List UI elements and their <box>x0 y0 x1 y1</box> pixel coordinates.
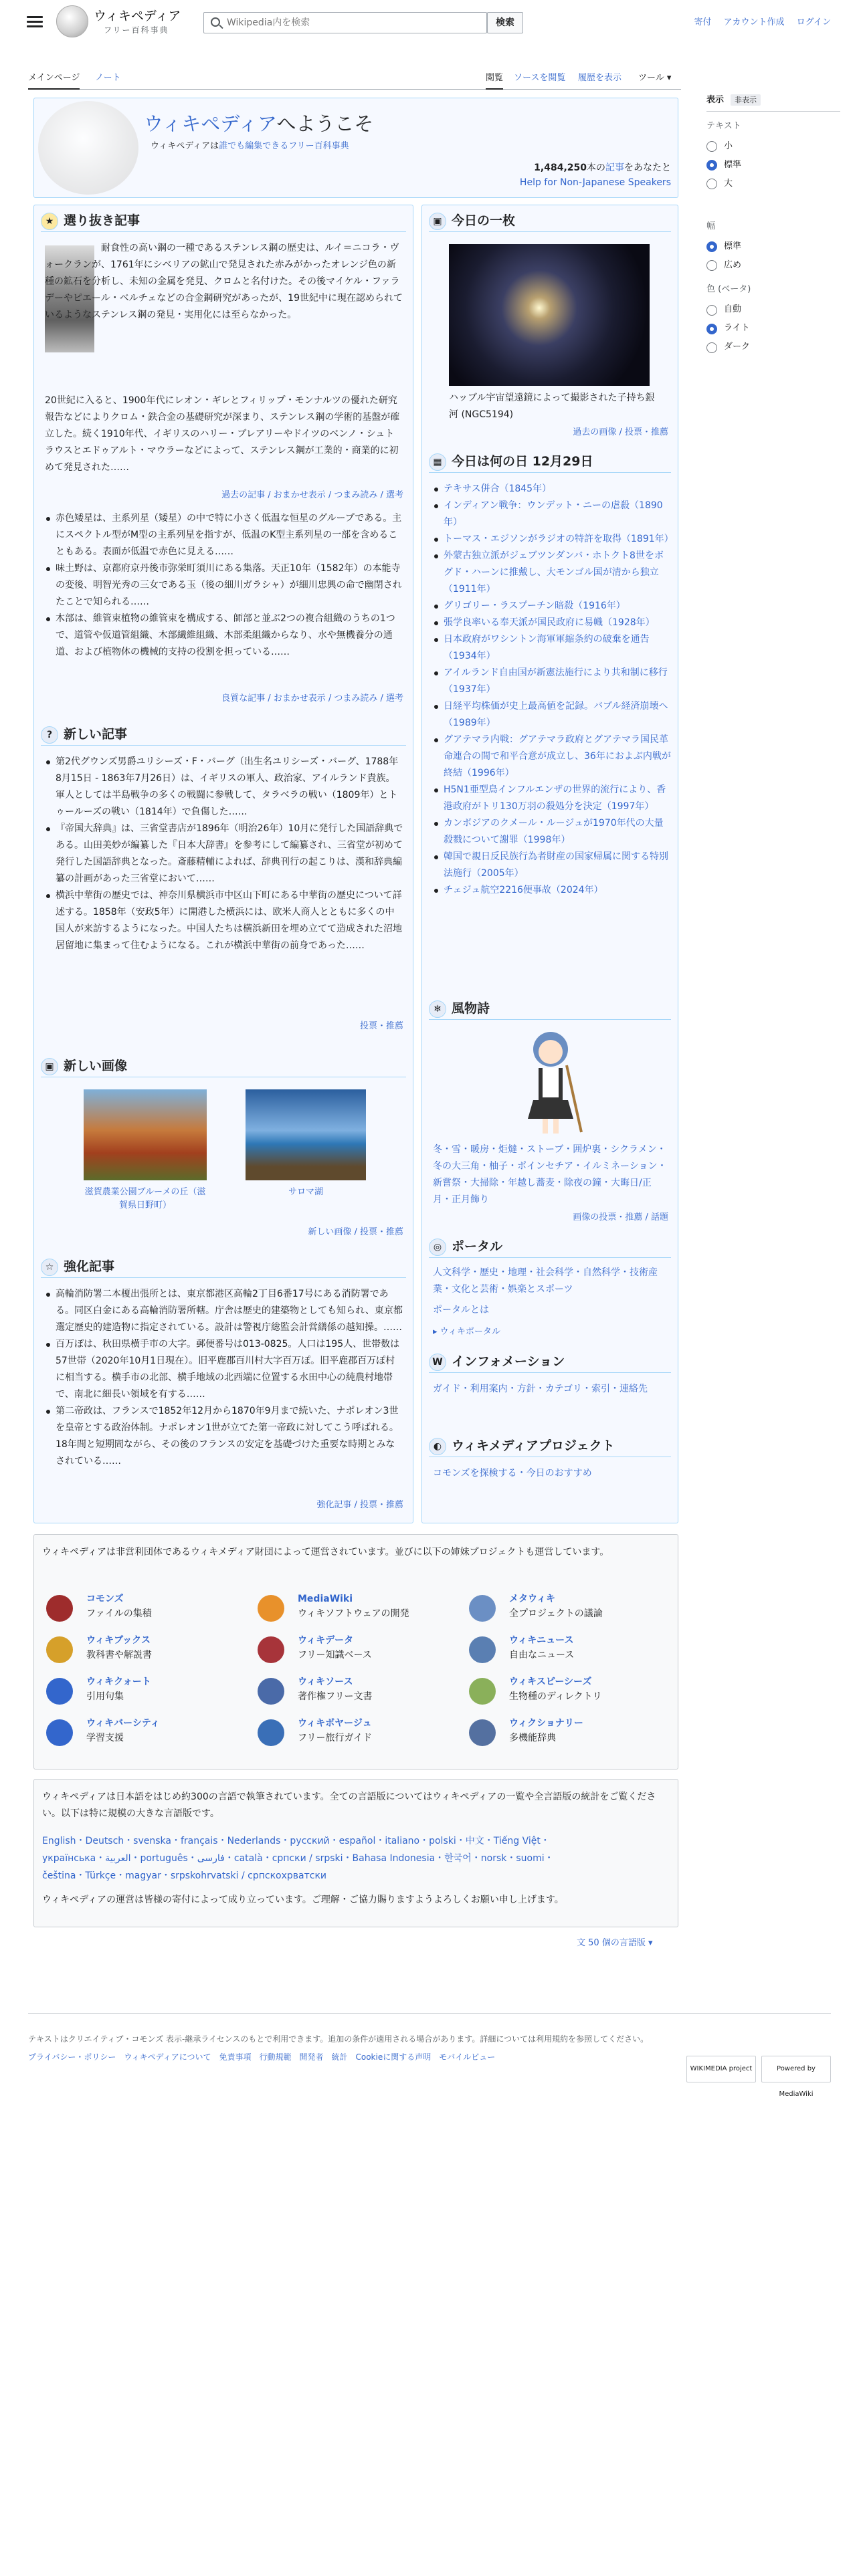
main-menu-icon[interactable] <box>27 13 43 27</box>
featured-text-1: 耐食性の高い鋼の一種であるステンレス鋼の歴史は、ルイ＝ニコラ・ヴォークランが、1761年にシベリアの鉱山で発見された赤みがかったオレンジ色の新種の鉱石を分析し、未知の金属を発見、クロムと名付けた。その後マイケル・ファラデーやピエール・ベルチェなどの合金鋼研究があったが、19世紀中に現在認められているようなステンレス鋼の発見・実用化には至らなかった。 <box>45 243 403 320</box>
languages-intro: ウィキペディアは日本語をはじめ約300の言語で執筆されています。全ての言語版についてはウィキペディアの一覧や全言語版の統計をご覧ください。以下は特に規模の大きな言語版です。 <box>42 1792 656 1819</box>
wikiversity-icon <box>46 1719 73 1746</box>
picture-caption: ハッブル宇宙望遠鏡によって撮影された子持ち銀河 (NGC5194) <box>449 393 655 420</box>
list-item[interactable]: 高輪消防署二本榎出張所とは、東京都港区高輪2丁目6番17号にある消防署である。同区白金にある高輪消防署所轄。庁舎は歴史的建築物としても知られ、東京都選定歴史的建造物に指定されている。設計は警視庁総監会計営繕係の越知操。…… <box>45 1286 403 1336</box>
article-count-number: 1,484,250 <box>534 163 587 173</box>
text-small-radio[interactable]: 小 <box>706 137 840 156</box>
languages-line-1[interactable]: English・Deutsch・svenska・français・Nederlands・русский・español・italiano・polski・中文・Tiếng Việt・ <box>42 1836 550 1846</box>
star-outline-icon: ☆ <box>41 1259 58 1276</box>
search-button[interactable]: 検索 <box>487 12 523 33</box>
list-item[interactable]: 木部は、維管束植物の維管束を構成する、師部と並ぶ2つの複合組織のうちの1つで、道管や仮道管組織、木部繊維組織、木部柔組織からなり、水や無機養分の通道、および植物体の機械的支持の役割を担っている…… <box>45 611 403 661</box>
list-item[interactable]: 日経平均株価が史上最高値を記録。バブル経済崩壊へ（1989年） <box>433 698 671 732</box>
sister-project-name[interactable]: コモンズ <box>86 1594 124 1604</box>
language-count: 50 個の言語版 <box>588 1938 646 1948</box>
donate-link[interactable]: 寄付 <box>694 17 712 27</box>
sister-project[interactable] <box>469 1674 670 1709</box>
sister-project-desc: ウィキソフトウェアの開発 <box>298 1608 409 1619</box>
w-icon: W <box>429 1354 446 1371</box>
text-size-label: テキスト <box>706 121 741 132</box>
sister-project-name[interactable]: メタウィキ <box>509 1594 556 1604</box>
sister-project-name[interactable]: MediaWiki <box>298 1594 353 1604</box>
mediawiki-icon <box>258 1595 284 1622</box>
sister-project[interactable] <box>258 1632 458 1667</box>
sister-project[interactable] <box>258 1715 458 1750</box>
picture-of-day-heading: ▣ 今日の一枚 <box>429 209 671 232</box>
list-item[interactable]: アイルランド自由国が新憲法施行により共和制に移行（1937年） <box>433 665 671 698</box>
wikibooks-icon <box>46 1636 73 1663</box>
wikimedia-project-links[interactable]: コモンズを探検する・今日のおすすめ <box>433 1468 592 1479</box>
sister-project-desc: 著作権フリー文書 <box>298 1691 373 1702</box>
image-caption-1[interactable]: 滋賀農業公園ブルーメの丘（滋賀県日野町） <box>84 1187 206 1210</box>
wikimedia-project-heading: ◐ ウィキメディアプロジェクト <box>429 1434 671 1457</box>
width-wide-radio[interactable]: 広め <box>706 256 840 275</box>
new-images-heading: ▣ 新しい画像 <box>41 1055 406 1077</box>
image-icon: ▣ <box>41 1058 58 1075</box>
search-box[interactable] <box>203 12 487 33</box>
sister-project-desc: 自由なニュース <box>509 1650 575 1660</box>
hide-button[interactable]: 非表示 <box>731 94 761 106</box>
sister-project-desc: フリー旅行ガイド <box>298 1733 373 1743</box>
sister-project-desc: 全プロジェクトの議論 <box>509 1608 603 1619</box>
featured-footer[interactable]: 過去の記事 / おまかせ表示 / つまみ読み / 選考 <box>221 490 403 500</box>
footer-links[interactable]: プライバシー・ポリシー ウィキペディアについて 免責事項 行動規範 開発者 統計 Cookieに関する声明 モバイルビュー <box>28 2052 496 2062</box>
footer-divider <box>28 2013 831 2014</box>
season-icon: ❄ <box>429 1000 446 1018</box>
enhanced-heading: ☆ 強化記事 <box>41 1255 406 1278</box>
list-item[interactable]: H5N1亜型鳥インフルエンザの世界的流行により、香港政府がトリ130万羽の殺処分を決定（1997年） <box>433 782 671 815</box>
sister-project-desc: フリー知識ベース <box>298 1650 372 1660</box>
languages-box <box>33 1779 678 1927</box>
left-column <box>33 205 413 1523</box>
list-item[interactable]: 赤色矮星は、主系列星（矮星）の中で特に小さく低温な恒星のグループである。主にスペクトル型がM型の主系列星を指すが、低温のK型主系列星の一部を含めることもある。表面が低温で赤色に見える…… <box>45 510 403 560</box>
sister-project[interactable] <box>46 1591 247 1626</box>
good-articles-footer[interactable]: 良質な記事 / おまかせ表示 / つまみ読み / 選考 <box>221 693 403 704</box>
image-caption-2[interactable]: サロマ湖 <box>288 1187 323 1197</box>
appearance-panel <box>706 94 840 357</box>
list-item[interactable]: 横浜中華街の歴史では、神奈川県横浜市中区山下町にある中華街の歴史について詳述する。1858年（安政5年）に開港した横浜には、欧米人商人とともに多くの中国人が来訪するようになった。中国人たちは横浜新田を埋め立てて造成された沼地居留地に集まって住むようになる。これが横浜中華街の前身であった…… <box>45 887 403 954</box>
list-item[interactable]: トーマス・エジソンがラジオの特許を取得（1891年） <box>433 531 671 548</box>
sister-project[interactable] <box>258 1591 458 1626</box>
star-icon: ★ <box>41 213 58 230</box>
list-item[interactable]: 第2代グウンズ男爵ユリシーズ・F・バーグ（出生名ユリシーズ・バーグ、1788年8月15日 - 1863年7月26日）は、イギリスの軍人、政治家、アイルランド貴族。軍人としては半島戦争の多くの戦闘に参戦して、タラベラの戦い（1809年）とトゥールーズの戦い（1814年）で負傷した…… <box>45 754 403 821</box>
seasonal-heading: ❄ 風物詩 <box>429 997 671 1020</box>
list-item[interactable]: インディアン戦争：ウンデット・ニーの虐殺（1890年） <box>433 498 671 531</box>
new-articles-footer[interactable]: 投票・推薦 <box>359 1021 403 1031</box>
welcome-title-link[interactable]: ウィキペディア <box>144 112 277 135</box>
tab-main-page[interactable]: メインページ <box>28 67 80 90</box>
sister-project-name[interactable]: ウィクショナリー <box>509 1718 583 1729</box>
sister-project-name[interactable]: ウィキブックス <box>86 1635 151 1646</box>
translate-icon: 文 <box>577 1938 586 1948</box>
list-item[interactable]: カンボジアのクメール・ルージュが1970年代の大量殺戮について謝罪（1998年） <box>433 815 671 849</box>
tab-read[interactable]: 閲覧 <box>486 67 503 90</box>
sister-project[interactable] <box>469 1591 670 1626</box>
sister-project[interactable] <box>46 1674 247 1709</box>
picture-icon: ▣ <box>429 213 446 230</box>
license-text: テキストはクリエイティブ・コモンズ 表示-継承ライセンスのもとで利用できます。追加の条件が適用される場合があります。詳細については利用規約を参照してください。 <box>28 2034 649 2044</box>
tab-talk[interactable]: ノート <box>95 73 121 83</box>
tab-history[interactable]: 履歴を表示 <box>578 73 622 83</box>
color-dark-radio[interactable]: ダーク <box>706 338 840 357</box>
help-non-japanese-link[interactable]: Help for Non-Japanese Speakers <box>519 177 671 188</box>
list-item[interactable]: 百万ぽは、秋田県横手市の大字。郵便番号は013-0825。人口は195人、世帯数は57世帯（2020年10月1日現在）。旧平鹿郡百川村大字百万ぽ。旧平鹿郡百万ぽ村に相当する。横手市の北部、横手地域の北西端に位置する水田中心の純農村地帯で、南北に細長い領域を有する…… <box>45 1336 403 1403</box>
languages-line-2[interactable]: українська・العربية・português・فارسی・català・српски / srpski・Bahasa Indonesia・한국어・norsk・suomi・ <box>42 1853 554 1864</box>
article-count: 1,484,250本の記事をあなたと Help for Non-Japanese Speakers <box>520 161 671 190</box>
logo-title[interactable]: ウィキペディア <box>94 9 181 23</box>
color-auto-radio[interactable]: 自動 <box>706 301 840 320</box>
list-item[interactable]: 外蒙古独立派がジェブツンダンバ・ホトクト8世をボグド・ハーンに推戴し、大モンゴル国が清から独立（1911年） <box>433 548 671 598</box>
featured-heading: ★ 選り抜き記事 <box>41 209 406 232</box>
mediawiki-badge[interactable]: Powered by MediaWiki <box>761 2056 831 2082</box>
list-item[interactable]: グアテマラ内戦：グアテマラ政府とグアテマラ国民革命連合の間で和平合意が成立し、36年におよぶ内戦が終結（1996年） <box>433 732 671 782</box>
language-button[interactable]: 文 50 個の言語版 ▾ <box>577 1938 653 1948</box>
list-item[interactable]: チェジュ航空2216便事故（2024年） <box>433 882 671 899</box>
login-link[interactable]: ログイン <box>796 17 831 27</box>
meta-icon <box>469 1595 496 1622</box>
seasonal-text[interactable]: 冬・雪・暖房・炬燵・ストーブ・囲炉裏・シクラメン・冬の大三角・柚子・ポインセチア・イルミネーション・新嘗祭・大掃除・年越し蕎麦・除夜の鐘・大晦日/正月・正月飾り <box>433 1144 667 1205</box>
list-item[interactable]: 第二帝政は、フランスで1852年12月から1870年9月まで続いた、ナポレオン3世を皇帝とする政治体制。ナポレオン1世が立てた第一帝政に対してこう呼ばれる。18年間と短期間ながら、その後のフランスの安定を基礎づけた重要な時期とみなされている…… <box>45 1403 403 1470</box>
appearance-label: 表示 <box>706 95 725 105</box>
create-account-link[interactable]: アカウント作成 <box>723 17 785 27</box>
featured-text-2: 20世紀に入ると、1900年代にレオン・ギレとフィリップ・モンナルツの優れた研究報告などによりクロム・鉄合金の基礎研究が深まり、ステンレス鋼の学術的基盤が確立した。続く1910年代、イギリスのハリー・ブレアリーやドイツのベンノ・シュトラウスとエドゥアルト・マウラーなどによって、ステンレス鋼が工業的・商業的に初めて発見された…… <box>45 395 400 473</box>
sister-project-name[interactable]: ウィキニュース <box>509 1635 574 1646</box>
sister-intro: ウィキペディアは非営利団体であるウィキメディア財団によって運営されています。並びに以下の姉妹プロジェクトも運営しています。 <box>42 1547 609 1558</box>
sister-project-name[interactable]: ウィキソース <box>298 1677 353 1687</box>
sister-project-name[interactable]: ウィキボヤージュ <box>298 1718 372 1729</box>
sister-project[interactable] <box>46 1715 247 1750</box>
new-articles-heading: ? 新しい記事 <box>41 723 406 746</box>
languages-line-3[interactable]: čeština・Türkçe・magyar・srpskohrvatski / српскохрватски <box>42 1870 326 1881</box>
welcome-title <box>144 109 373 139</box>
articles-link[interactable]: 記事 <box>605 163 624 173</box>
sister-project-desc: 教科書や解説書 <box>86 1650 152 1660</box>
logo-subtitle: フリー百科事典 <box>104 25 169 35</box>
list-item[interactable]: テキサス併合（1845年） <box>433 481 671 498</box>
tab-view-source[interactable]: ソースを閲覧 <box>514 73 566 83</box>
sister-project-desc: 学習支援 <box>86 1733 124 1743</box>
information-links[interactable]: ガイド・利用案内・方針・カテゴリ・索引・連絡先 <box>433 1384 648 1394</box>
sister-project-desc: ファイルの集積 <box>86 1608 152 1619</box>
good-articles-list <box>45 510 403 661</box>
personal-tools <box>684 16 831 29</box>
list-item[interactable]: 日本政府がワシントン海軍軍縮条約の破棄を通告（1934年） <box>433 631 671 665</box>
on-this-day-list <box>433 481 674 899</box>
new-articles-list <box>45 754 403 954</box>
wikispecies-icon <box>469 1678 496 1705</box>
tools-label: ツール <box>638 73 664 83</box>
portal-icon: ◎ <box>429 1239 446 1256</box>
sister-project-name[interactable]: ウィキデータ <box>298 1635 354 1646</box>
new-images-footer[interactable]: 新しい画像 / 投票・推薦 <box>308 1227 403 1237</box>
welcome-title-rest: へようこそ <box>276 112 374 135</box>
maid-mascot-image <box>520 1025 584 1139</box>
search-input[interactable] <box>227 15 454 30</box>
sister-project[interactable] <box>46 1632 247 1667</box>
donate-note: ウィキペディアの運営は皆様の寄付によって成り立っています。ご理解・ご協力賜りますようよろしくお願い申し上げます。 <box>42 1895 564 1905</box>
on-this-day-heading: ▦ 今日は何の日 12月29日 <box>429 450 671 473</box>
wikiquote-icon <box>46 1678 73 1705</box>
wikimedia-badge[interactable]: WIKIMEDIA project <box>686 2056 756 2082</box>
enhanced-footer[interactable]: 強化記事 / 投票・推薦 <box>316 1500 403 1510</box>
information-heading: W インフォメーション <box>429 1350 671 1373</box>
color-label: 色 (ベータ) <box>706 284 751 295</box>
wikinews-icon <box>469 1636 496 1663</box>
search-icon <box>211 17 220 27</box>
site-header <box>0 0 859 47</box>
sister-project-name[interactable]: ウィキスピーシーズ <box>509 1677 592 1687</box>
whirlpool-galaxy-image[interactable] <box>449 244 650 386</box>
picture-footer[interactable]: 過去の画像 / 投票・推薦 <box>573 427 668 437</box>
welcome-banner <box>33 98 678 198</box>
sister-project[interactable] <box>469 1632 670 1667</box>
sister-project[interactable] <box>258 1674 458 1709</box>
question-icon: ? <box>41 726 58 744</box>
list-item[interactable]: 味土野は、京都府京丹後市弥栄町須川にある集落。天正10年（1582年）の本能寺の変後、明智光秀の三女である玉（後の細川ガラシャ）が細川忠興の命で幽閉されたことで知られる…… <box>45 560 403 611</box>
commons-icon <box>46 1595 73 1622</box>
list-item[interactable]: 韓国で親日反民族行為者財産の国家帰属に関する特別法施行（2005年） <box>433 849 671 882</box>
text-large-radio[interactable]: 大 <box>706 175 840 193</box>
tab-tools[interactable]: ツール ▾ <box>638 73 672 83</box>
sister-project-name[interactable]: ウィキクォート <box>86 1677 151 1687</box>
sister-projects-box <box>33 1534 678 1769</box>
width-label: 幅 <box>706 221 716 232</box>
portal-links[interactable]: 人文科学・歴史・地理・社会科学・自然科学・技術産業・文化と芸術・娯楽とスポーツ <box>433 1267 658 1295</box>
sister-project-desc: 引用句集 <box>86 1691 124 1702</box>
text-standard-radio[interactable]: 標準 <box>706 156 840 175</box>
saroma-lake-image[interactable] <box>246 1089 366 1180</box>
list-item[interactable]: 『帝国大辞典』は、三省堂書店が1896年（明治26年）10月に発行した国語辞典である。山田美妙が編纂した『日本大辞書』を参考にして編纂され、三省堂が初めて発行した国語辞典となった。斎藤精輔によれば、辞典刊行の起こりは、漢和辞典編纂の計画があった三省堂において…… <box>45 821 403 887</box>
list-item[interactable]: グリゴリー・ラスプーチン暗殺（1916年） <box>433 598 671 615</box>
sister-project-name[interactable]: ウィキバーシティ <box>86 1718 160 1729</box>
wikisource-icon <box>258 1678 284 1705</box>
wikiportal-link[interactable]: ▸ ウィキポータル <box>433 1327 500 1337</box>
welcome-subtitle: ウィキペディアは誰でも編集できるフリー百科事典 <box>151 141 349 151</box>
page-tabs <box>28 67 681 90</box>
wikivoyage-icon <box>258 1719 284 1746</box>
wikipedia-logo-icon[interactable] <box>56 5 88 37</box>
wikimedia-icon: ◐ <box>429 1438 446 1455</box>
right-column <box>421 205 678 1523</box>
calendar-icon: ▦ <box>429 453 446 471</box>
sister-project-desc: 生物種のディレクトリ <box>509 1691 602 1702</box>
sister-project[interactable] <box>469 1715 670 1750</box>
free-encyclopedia-link[interactable]: 誰でも編集できるフリー百科事典 <box>219 141 349 151</box>
sister-project-desc: 多機能辞典 <box>509 1733 556 1743</box>
portal-heading: ◎ ポータル <box>429 1235 671 1258</box>
portal-about-link[interactable]: ポータルとは <box>433 1305 489 1315</box>
blumen-hill-image[interactable] <box>84 1089 207 1180</box>
wiktionary-icon <box>469 1719 496 1746</box>
seasonal-footer[interactable]: 画像の投票・推薦 / 話題 <box>573 1212 668 1222</box>
width-standard-radio[interactable]: 標準 <box>706 237 840 256</box>
wikidata-icon <box>258 1636 284 1663</box>
appearance-title <box>706 94 840 112</box>
enhanced-list <box>45 1286 403 1470</box>
wikipedia-watermark-icon <box>38 101 138 195</box>
color-light-radio[interactable]: ライト <box>706 320 840 338</box>
list-item[interactable]: 張学良率いる奉天派が国民政府に易幟（1928年） <box>433 615 671 631</box>
